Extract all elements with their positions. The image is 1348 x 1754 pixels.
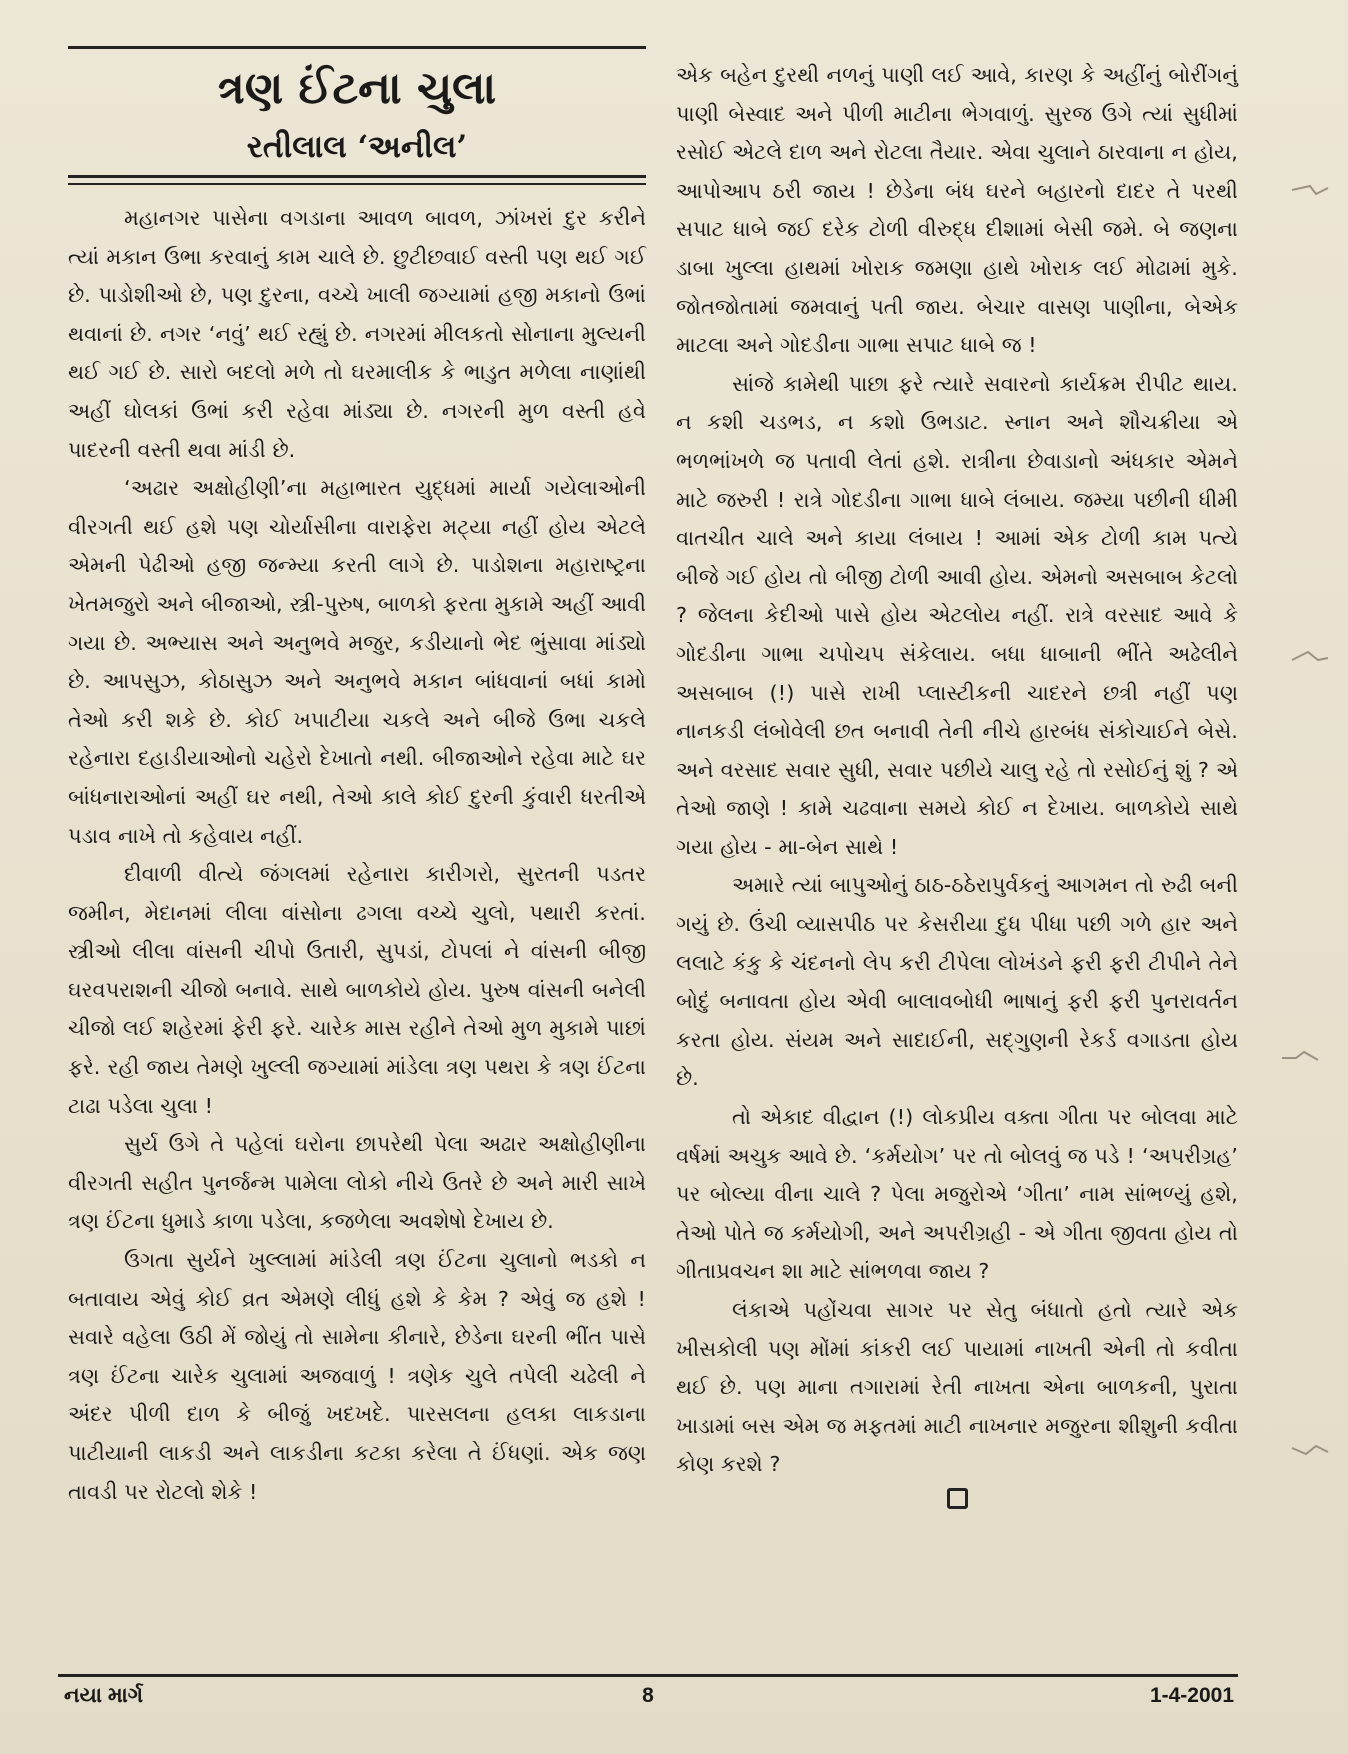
paragraph: દીવાળી વીત્યે જંગલમાં રહેનારા કારીગરો, સુરતની પડતર જમીન, મેદાનમાં લીલા વાંસોના ઢગલા વચ્ચે ચુલો, પથારી કરતાં. સ્ત્રીઓ લીલા વાંસની ચીપો ઉતારી, સુપડાં, ટોપલાં ને વાંસની બીજી ઘરવપરાશની ચીજો બનાવે. સાથે બાળકોયે હોય. પુરુષ વાંસની બનેલી ચીજો લઈ શહેરમાં ફેરી ફરે. ચારેક માસ રહીને તેઓ મુળ મુકામે પાછાં ફરે. રહી જાય તેમણે ખુલ્લી જગ્યામાં માંડેલા ત્રણ પથરા કે ત્રણ ઈંટના ટાઢા પડેલા ચુલા !	[68, 862, 646, 1118]
paragraph: અમારે ત્યાં બાપુઓનું ઠાઠ-ઠઠેરાપુર્વકનું આગમન તો રુઢી બની ગયું છે. ઉંચી વ્યાસપીઠ પર કેસરીયા દુધ પીધા પછી ગળે હાર અને લલાટે કંકુ કે ચંદનનો લેપ કરી ટીપેલા લોખંડને ફરી ફરી ટીપીને તેને બોદું બનાવતા હોય એવી બાલાવબોધી ભાષાનું ફરી ફરી પુનરાવર્તન કરતા હોય. સંયમ અને સાદાઈની, સદ્ગુણની રેકર્ડ વગાડતા હોય છે.	[676, 873, 1238, 1091]
square-icon	[947, 1488, 968, 1509]
paragraph: ઉગતા સુર્યને ખુલ્લામાં માંડેલી ત્રણ ઈંટના ચુલાનો ભડકો ન બતાવાય એવું કોઈ વ્રત એમણે લીધું હશે કે કેમ ? એવું જ હશે ! સવારે વહેલા ઉઠી મેં જોયું તો સામેના કીનારે, છેડેના ઘરની ભીંત પાસે ત્રણ ઈંટના ચારેક ચુલામાં અજવાળું ! ત્રણેક ચુલે તપેલી ચઢેલી ને અંદર પીળી દાળ કે બીજું ખદખદે. પારસલના હલકા લાકડાના પાટીયાની લાકડી અને લાકડીના કટકા કરેલા તે ઈંધણાં. એક જણ તાવડી પર રોટલો શેકે !	[68, 1248, 646, 1504]
paragraph: ‘અઢાર અક્ષોહીણી’ના મહાભારત યુદ્ધમાં માર્યા ગયેલાઓની વીરગતી થઈ હશે પણ ચોર્યાસીના વારાફેરા મટ્યા નહીં હોય એટલે એમની પેઢીઓ હજી જન્મ્યા કરતી લાગે છે. પાડોશના મહારાષ્ટ્રના ખેતમજુરો અને બીજાઓ, સ્ત્રી-પુરુષ, બાળકો ફરતા મુકામે અહીં આવી ગયા છે. અભ્યાસ અને અનુભવે મજુર, કડીયાનો ભેદ ભુંસાવા માંડ્યો છે. આપસુઝ, કોઠાસુઝ અને અનુભવે મકાન બાંધવાનાં બધાં કામો તેઓ કરી શકે છે. કોઈ ખપાટીયા ચકલે અને બીજે ઉભા ચકલે રહેનારા દહાડીયાઓનો ચહેરો દેખાતો નથી. બીજાઓને રહેવા માટે ઘર બાંધનારાઓનાં અહીં ઘર નથી, તેઓ કાલે કોઈ દુરની કુંવારી ધરતીએ પડાવ નાખે તો કહેવાય નહીં.	[68, 476, 646, 848]
article-author: રતીલાલ ‘અનીલ’	[246, 129, 468, 165]
footer-rule	[58, 1674, 1238, 1677]
page-footer	[58, 1684, 1238, 1724]
paragraph: એક બહેન દુરથી નળનું પાણી લઈ આવે, કારણ કે અહીંનું બોરીંગનું પાણી બેસ્વાદ અને પીળી માટીના ભેગવાળું. સુરજ ઉગે ત્યાં સુધીમાં રસોઈ એટલે દાળ અને રોટલા તૈયાર. એવા ચુલાને ઠારવાના ન હોય, આપોઆપ ઠરી જાય ! છેડેના બંધ ઘરને બહારનો દાદર તે પરથી સપાટ ધાબે જઈ દરેક ટોળી વીરુદ્ધ દીશામાં બેસી જમે. બે જણના ડાબા ખુલ્લા હાથમાં ખોરાક જમણા હાથે ખોરાક લઈ મોઢામાં મુકે. જોતજોતામાં જમવાનું પતી જાય. બેચાર વાસણ પાણીના, બેએક માટલા અને ગોદડીના ગાભા સપાટ ધાબે જ !	[676, 63, 1238, 358]
paper-tear-mark	[1290, 180, 1330, 200]
paper-tear-mark	[1290, 1440, 1330, 1460]
publication-name: નયા માર્ગ	[64, 1684, 144, 1707]
page-number: 8	[642, 1684, 654, 1707]
issue-date: 1-4-2001	[1149, 1684, 1234, 1707]
header-rule	[68, 46, 646, 49]
paragraph: મહાનગર પાસેના વગડાના આવળ બાવળ, ઝાંખરાં દુર કરીને ત્યાં મકાન ઉભા કરવાનું કામ ચાલે છે. છુટીછવાઈ વસ્તી પણ થઈ ગઈ છે. પાડોશીઓ છે, પણ દુરના, વચ્ચે ખાલી જગ્યામાં હજી મકાનો ઉભાં થવાનાં છે. નગર ‘નવું’ થઈ રહ્યું છે. નગરમાં મીલકતો સોનાના મુલ્યની થઈ ગઈ છે. સારો બદલો મળે તો ઘરમાલીક કે ભાડુત મળેલા નાણાંથી અહીં ઘોલકાં ઉભાં કરી રહેવા માંડ્યા છે. નગરની મુળ વસ્તી હવે પાદરની વસ્તી થવા માંડી છે.	[68, 206, 646, 462]
end-of-article-mark	[676, 1488, 1238, 1515]
paragraph: સુર્ય ઉગે તે પહેલાં ઘરોના છાપરેથી પેલા અઢાર અક્ષોહીણીના વીરગતી સહીત પુનર્જન્મ પામેલા લોકો નીચે ઉતરે છે અને મારી સાખે ત્રણ ઈંટના ધુમાડે કાળા પડેલા, કજળેલા અવશેષો દેખાય છે.	[68, 1132, 646, 1234]
paper-tear-mark	[1280, 1048, 1320, 1068]
left-column	[68, 46, 646, 1511]
paper-tear-mark	[1290, 648, 1330, 668]
right-column	[676, 56, 1238, 1515]
article-title: ત્રણ ઈંટના ચુલા	[217, 63, 497, 114]
title-double-rule	[68, 175, 646, 185]
paragraph: તો એકાદ વીદ્વાન (!) લોકપ્રીય વક્તા ગીતા પર બોલવા માટે વર્ષમાં અચુક આવે છે. ‘કર્મયોગ’ પર તો બોલવું જ પડે ! ‘અપરીગ્રહ’ પર બોલ્યા વીના ચાલે ? પેલા મજુરોએ ‘ગીતા’ નામ સાંભળ્યું હશે, તેઓ પોતે જ કર્મયોગી, અને અપરીગ્રહી - એ ગીતા જીવતા હોય તો ગીતાપ્રવચન શા માટે સાંભળવા જાય ?	[676, 1105, 1238, 1284]
paragraph: લંકાએ પહોંચવા સાગર પર સેતુ બંધાતો હતો ત્યારે એક ખીસકોલી પણ મોંમાં કાંકરી લઈ પાયામાં નાખતી એની તો કવીતા થઈ છે. પણ માના તગારામાં રેતી નાખતા એના બાળકની, પુરાતા ખાડામાં બસ એમ જ મફતમાં માટી નાખનાર મજુરના શીશુની કવીતા કોણ કરશે ?	[676, 1298, 1238, 1477]
paragraph: સાંજે કામેથી પાછા ફરે ત્યારે સવારનો કાર્યક્રમ રીપીટ થાય. ન કશી ચડભડ, ન કશો ઉભડાટ. સ્નાન અને શૌચક્રીયા એ ભળભાંખળે જ પતાવી લેતાં હશે. રાત્રીના છેવાડાનો અંધકાર એમને માટે જરુરી ! રાત્રે ગોદડીના ગાભા ધાબે લંબાય. જમ્યા પછીની ધીમી વાતચીત ચાલે અને કાયા લંબાય ! આમાં એક ટોળી કામ પત્યે બીજે ગઈ હોય તો બીજી ટોળી આવી હોય. એમનો અસબાબ કેટલો ? જેલના કેદીઓ પાસે હોય એટલોય નહીં. રાત્રે વરસાદ આવે કે ગોદડીના ગાભા ચપોચપ સંકેલાય. બધા ધાબાની ભીંતે અઢેલીને અસબાબ (!) પાસે રાખી પ્લાસ્ટીકની ચાદરને છત્રી નહીં પણ નાનકડી લંબોવેલી છત બનાવી તેની નીચે હારબંધ સંકોચાઈને બેસે. અને વરસાદ સવાર સુધી, સવાર પછીયે ચાલુ રહે તો રસોઈનું શું ? એ તેઓ જાણે ! કામે ચઢવાના સમયે કોઈ ન દેખાય. બાળકોયે સાથે ગયા હોય - મા-બેન સાથે !	[676, 371, 1238, 859]
